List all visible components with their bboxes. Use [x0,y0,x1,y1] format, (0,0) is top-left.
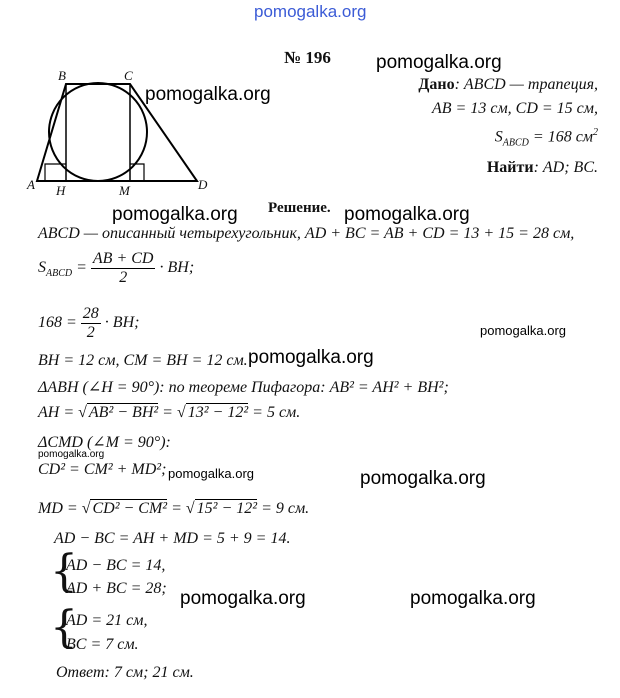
system1-eq2: AD + BC = 28; [66,580,167,597]
answer-rest: : 7 см; 21 см. [104,664,194,681]
l6-lhs: AH = [38,404,79,421]
given-block [418,73,598,180]
system2-eq2: BC = 7 см. [66,636,139,653]
l9-rad1: CD² − CM² [92,500,168,517]
system2-brace: { [50,602,78,653]
l3-num: 28 [82,305,99,322]
line-2 [38,250,194,286]
label-h: H [56,183,66,198]
label-c: C [124,68,133,83]
l6-rad2: 13² − 12² [187,404,249,421]
line-8: CD² = CM² + MD²; [38,461,167,478]
answer-label: Ответ [56,664,105,681]
watermark-10: pomogalka.org [180,588,306,609]
system2-eq1: AD = 21 см, [66,612,148,629]
line-10: AD − BC = AH + MD = 5 + 9 = 14. [54,530,291,547]
area-s: S [494,128,503,146]
label-m: M [119,183,130,198]
label-b: B [58,68,66,83]
label-a: A [27,177,35,192]
top-watermark: pomogalka.org [254,2,367,21]
l2-s: S [38,258,46,276]
l3-den: 2 [86,323,95,341]
watermark-2: pomogalka.org [145,84,271,105]
l2-den: 2 [119,268,128,286]
l2-sub: ABCD [46,267,73,279]
l6-tail: = 5 см. [248,404,301,421]
l3-lhs: 168 = [38,313,81,331]
solution-title: Решение. [268,200,331,216]
line-5: ΔABH (∠H = 90°): по теореме Пифагора: AB² = AH² + BH²; [38,379,449,396]
system1-brace: { [50,546,78,597]
l9-rad2: 15² − 12² [196,500,258,517]
line-4: BH = 12 см, CM = BH = 12 см. [38,352,248,369]
label-d: D [198,177,208,192]
l2-eq: = [72,258,91,276]
watermark-11: pomogalka.org [410,588,536,609]
given-line2: AB = 13 см, CD = 15 см, [432,100,598,117]
area-rest: = 168 см [528,128,593,146]
line-7: ΔCMD (∠M = 90°): [38,434,171,451]
system1-eq1: AD − BC = 14, [66,557,166,574]
watermark-7: pomogalka.org [38,449,105,460]
l9-mid: = [167,500,186,517]
l2-fraction [91,250,156,286]
watermark-6: pomogalka.org [248,347,374,368]
l3-tail: · BH; [104,313,140,331]
l6-rad1: AB² − BH² [88,404,159,421]
watermark-3: pomogalka.org [112,204,238,225]
l3-fraction [81,305,101,341]
l6-mid: = [158,404,177,421]
watermark-8: pomogalka.org [168,466,254,481]
watermark-9: pomogalka.org [360,468,486,489]
l9-tail: = 9 см. [257,500,310,517]
l2-num: AB + CD [92,250,154,267]
given-line1: : ABCD — трапеция, [454,76,598,93]
watermark-5: pomogalka.org [480,323,566,338]
line-9: MD = √ CD² − CM² = √ 15² − 12² = 9 см. [38,500,310,517]
line-6: AH = √ AB² − BH² = √ 13² − 12² = 5 см. [38,404,301,421]
inscribed-circle [49,83,147,181]
find-rest: : AD; BC. [533,158,598,176]
watermark-4: pomogalka.org [344,204,470,225]
area-sub: ABCD [502,137,529,149]
given-line3 [418,121,598,156]
l2-tail: · BH; [159,258,195,276]
watermark-1: pomogalka.org [376,52,502,73]
find-label: Найти [486,158,534,176]
given-label: Дано [418,76,455,93]
l9-lhs: MD = [38,500,82,517]
area-sup: 2 [593,127,598,138]
problem-number: № 196 [284,48,331,67]
answer [56,664,194,682]
line-1: ABCD — описанный четырехугольник, AD + BC = AB + CD = 13 + 15 = 28 см, [38,225,575,242]
line-3 [38,305,139,341]
